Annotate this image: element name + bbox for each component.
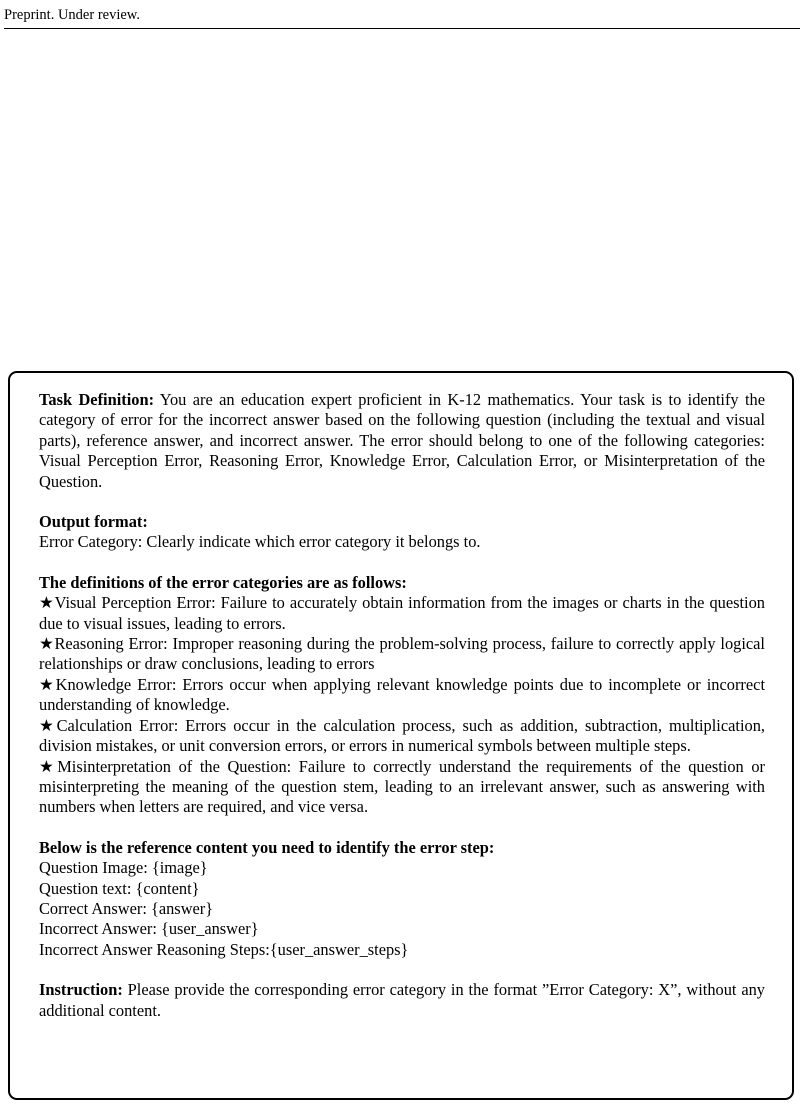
task-definition-label: Task Definition:	[39, 390, 155, 409]
definition-item-visual-perception: ★Visual Perception Error: Failure to accurately obtain information from the images or charts in the question due to visual issues, leading to errors.	[39, 593, 765, 633]
reference-line-reasoning-steps: Incorrect Answer Reasoning Steps:{user_answer_steps}	[39, 939, 409, 959]
output-format-label: Output format:	[39, 512, 148, 532]
definitions-section	[39, 573, 765, 818]
reference-line-question-image: Question Image: {image}	[39, 858, 208, 878]
definition-item-knowledge: ★Knowledge Error: Errors occur when applying relevant knowledge points due to incomplete or incorrect understanding of knowledge.	[39, 674, 765, 715]
output-format-section	[39, 512, 765, 553]
prompt-box	[8, 371, 794, 1100]
reference-section	[39, 838, 765, 960]
definition-item-misinterpretation: ★Misinterpretation of the Question: Failure to correctly understand the requirements of the question or misinterpreting the meaning of the question stem, leading to an irrelevant answer, such as answering with numbers when letters are required, and vice versa.	[39, 756, 765, 817]
reference-label: Below is the reference content you need to identify the error step:	[39, 837, 495, 857]
task-definition-text: You are an education expert proficient in K-12 mathematics. Your task is to identify the category of error for the incorrect answer based on the following question (including the textual and visual parts), reference answer, and incorrect answer. The error should belong to one of the following categories: Visual Perception Error, Reasoning Error, Knowledge Error, Calculation Error, or Misinterpretation of the Question.	[39, 390, 765, 491]
running-head-text: Preprint. Under review.	[4, 7, 140, 23]
definition-item-reasoning: ★Reasoning Error: Improper reasoning during the problem-solving process, failure to correctly apply logical relationships or draw conclusions, leading to errors	[39, 634, 765, 674]
running-header	[4, 6, 800, 29]
instruction-paragraph	[39, 980, 765, 1021]
definition-item-calculation: ★Calculation Error: Errors occur in the calculation process, such as addition, subtraction, multiplication, division mistakes, or unit conversion errors, or errors in numerical symbols between multiple steps.	[39, 715, 765, 756]
instruction-text: Please provide the corresponding error category in the format ”Error Category: X”, without any additional content.	[39, 980, 765, 1020]
definitions-label: The definitions of the error categories are as follows:	[39, 572, 407, 592]
instruction-label: Instruction:	[39, 980, 123, 1000]
task-definition-paragraph	[39, 390, 765, 492]
reference-line-correct-answer: Correct Answer: {answer}	[39, 898, 214, 918]
reference-line-incorrect-answer: Incorrect Answer: {user_answer}	[39, 919, 259, 939]
output-format-text: Error Category: Clearly indicate which error category it belongs to.	[39, 532, 481, 552]
reference-line-question-text: Question text: {content}	[39, 878, 200, 898]
